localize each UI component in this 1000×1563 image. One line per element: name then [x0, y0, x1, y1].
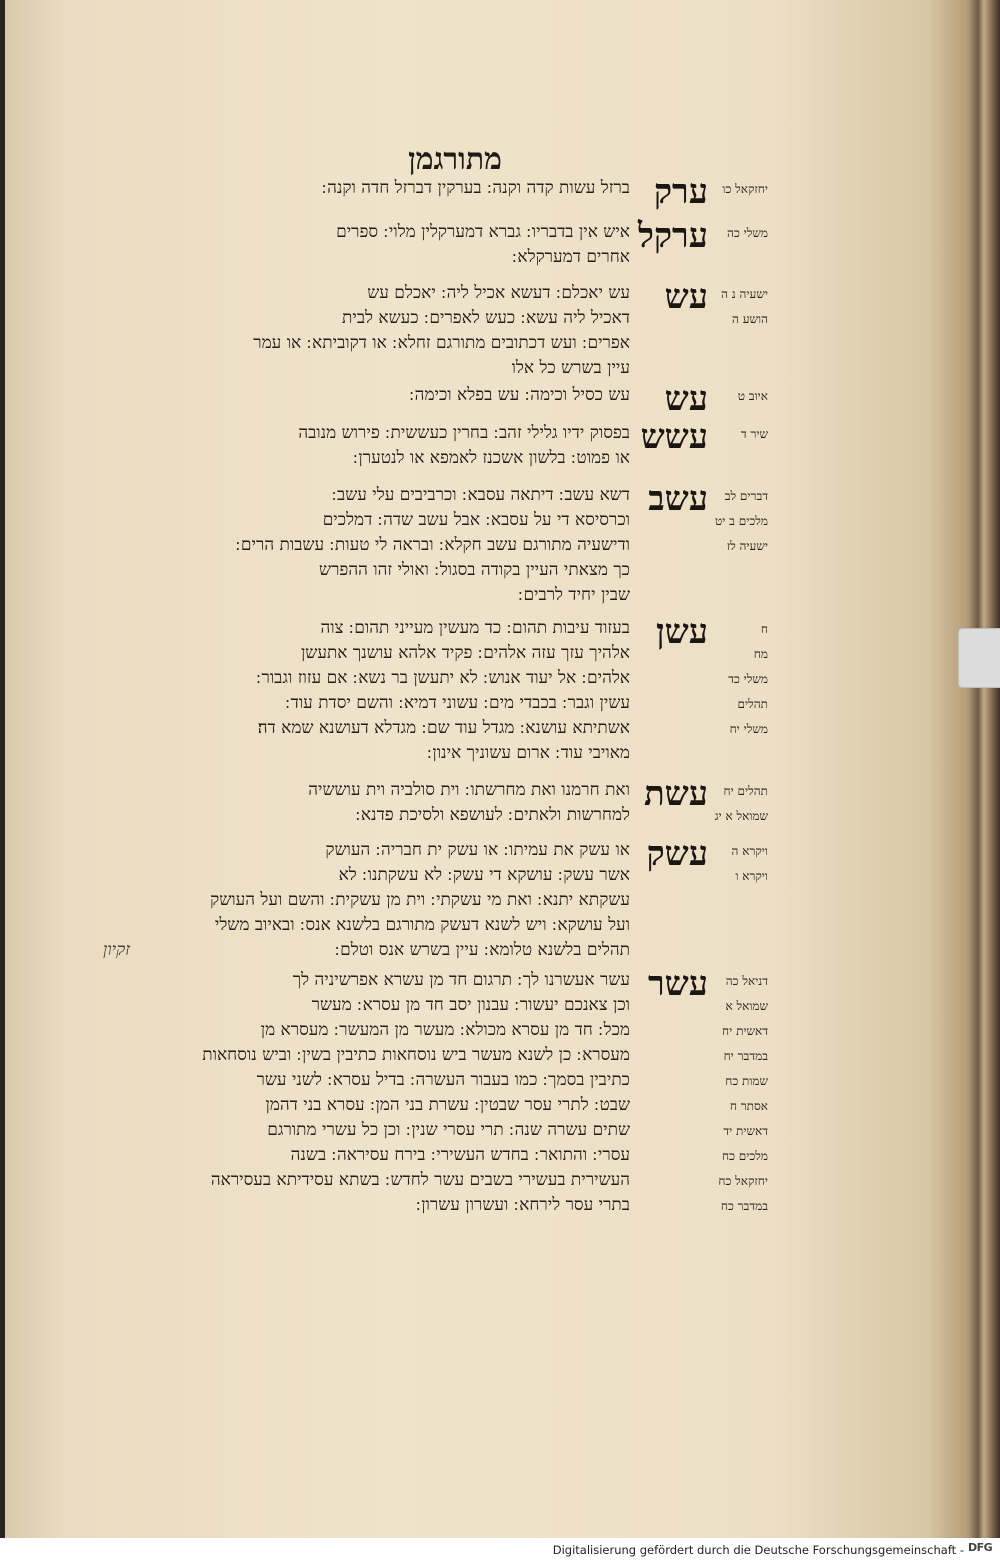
- margin-reference: שמואל א יג: [714, 809, 768, 823]
- entry-line: עשקתא יתנא ׃ ואת מי עשקתי ׃ וית מן עשקית ׃ והשם ועל העושק: [210, 890, 630, 910]
- headword: עש: [664, 277, 708, 317]
- margin-reference: תהלים יח: [723, 784, 768, 798]
- entry-line: כך מצאתי העיין בקודה בסגול ׃ ואולי זהו ההפרש: [319, 560, 630, 580]
- margin-reference: ויקרא ה: [731, 844, 768, 858]
- entry-line: אלהים ׃ אל יעוד אנוש ׃ לא יתעשן בר נשא ׃ אם עזוז וגבור ׃: [256, 668, 630, 688]
- headword: ערקל: [637, 216, 708, 256]
- entry-line: אשתיתא עושנא ׃ מגדל עוד שם ׃ מגדלא דעושנא שמא דה׃: [257, 718, 630, 738]
- handwritten-note: זקיון: [103, 940, 130, 960]
- entry-line: עש יאכלם ׃ דעשא אכיל ליה ׃ יאכלם עש: [367, 283, 630, 303]
- entry-line: בתרי עסר לירחא ׃ ועשרון עשרון ׃: [415, 1195, 630, 1215]
- margin-reference: דאשית יח: [722, 1024, 768, 1038]
- entry-line: וכן צאנכם יעשור ׃ עבנון יסב חד מן עסרא ׃ מעשר: [311, 995, 630, 1015]
- entry-line: תהלים בלשנא טלומא ׃ עיין בשרש אנס וטלם ׃: [334, 940, 630, 960]
- entry-line: שבין יחיד לרבים ׃: [518, 585, 630, 605]
- entry-line: שבט ׃ לתרי עסר שבטין ׃ עשרת בני המן ׃ עסרא בני דהמן: [265, 1095, 630, 1115]
- margin-reference: מלכים כח: [721, 1149, 768, 1163]
- entry-line: עש כסיל וכימה ׃ עש בפלא וכימה ׃: [409, 385, 630, 405]
- entry-line: דשא עשב ׃ דיתאה עסבא ׃ וכרביבים עלי עשב ׃: [331, 485, 630, 505]
- entry-line: עשר אעשרנו לך ׃ תרגום חד מן עשרא אפרשיניה לך: [292, 970, 630, 990]
- margin-reference: הושע ה: [732, 312, 768, 326]
- headword: ערק: [653, 172, 708, 212]
- margin-reference: דברים לב: [724, 489, 768, 503]
- entry-line: אפרים ׃ ועש דכתובים מתורגם זחלא ׃ או דקוביתא ׃ או עמר: [253, 333, 630, 353]
- headword: עשק: [646, 834, 708, 874]
- entry-line: אשר עשק ׃ עושקא די עשק ׃ לא עשקתנו ׃ לא: [338, 865, 630, 885]
- dfg-logo: DFG: [968, 1541, 993, 1554]
- margin-reference: משלי יח: [729, 722, 768, 736]
- margin-reference: מלכים ב יט: [714, 514, 768, 528]
- margin-reference: יחזקאל כו: [722, 182, 768, 196]
- entry-line: עיין בשרש כל אלו: [511, 358, 630, 378]
- margin-reference: ח: [760, 622, 768, 636]
- entry-line: עשין וגבר ׃ בכבדי מים ׃ עשוני דמיא ׃ והשם יסדת עוד ׃: [285, 693, 630, 713]
- book-tab: [958, 628, 1000, 688]
- margin-reference: איוב ט: [737, 389, 768, 403]
- entry-line: וכרסיסא די על עסבא ׃ אבל עשב שדה ׃ דמלכים: [322, 510, 630, 530]
- margin-reference: משלי כה: [727, 226, 768, 240]
- margin-reference: במדבר יח: [723, 1049, 768, 1063]
- margin-reference: שיר ד: [740, 427, 768, 441]
- margin-reference: מח: [753, 647, 768, 661]
- margin-reference: ויקרא ו: [735, 869, 768, 883]
- margin-reference: שמואל א: [725, 999, 768, 1013]
- margin-reference: משלי כד: [728, 672, 768, 686]
- headword: עש: [664, 379, 708, 419]
- entry-line: למחרשות ולאתים ׃ לעושפא ולסיכת פדנא ׃: [355, 805, 630, 825]
- margin-reference: דאשית יד: [723, 1124, 768, 1138]
- entry-line: העשירית בעשירי בשבים עשר לחדש ׃ בשתא עסידיתא בעסיראה: [210, 1170, 630, 1190]
- margin-reference: ישעיה נ ה: [721, 287, 768, 301]
- entry-line: אלהיך עזך עזה אלהים ׃ פקיד אלהא עושנך אתעשן: [300, 643, 630, 663]
- entry-line: או פמוט ׃ בלשון אשכנז לאמפא או לנטערן ׃: [352, 448, 630, 468]
- page-header: מתורגמן: [408, 142, 502, 177]
- entry-line: ועל עושקא ׃ ויש לשנא דעשק מתורגם בלשנא אנס ׃ ובאיוב משלי: [214, 915, 630, 935]
- entry-line: מעסרא ׃ כן לשנא מעשר ביש נוסחאות כתיבין בשין ׃ וביש נוסחאות: [202, 1045, 630, 1065]
- margin-reference: יחזקאל כח: [718, 1174, 768, 1188]
- margin-reference: תהלים: [737, 697, 768, 711]
- footer-bar: [0, 1538, 1000, 1563]
- entry-line: עסרי ׃ והתואר ׃ בחדש העשירי ׃ בירח עסיראה ׃ בשנה: [290, 1145, 630, 1165]
- entry-line: בפסוק ידיו גלילי זהב ׃ בחרין כעששית ׃ פירוש מנובה: [298, 423, 630, 443]
- entry-line: דאכיל ליה עשא ׃ כעש לאפרים ׃ כעשא לבית: [342, 308, 630, 328]
- entry-line: שתים עשרה שנה ׃ תרי עסרי שנין ׃ וכן כל עשרי מתורגם: [267, 1120, 630, 1140]
- headword: עשש: [640, 417, 708, 457]
- entry-line: ואת חרמנו ואת מחרשתו ׃ וית סולביה וית עוששיה: [308, 780, 630, 800]
- margin-reference: שמות כח: [725, 1074, 768, 1088]
- entry-line: כתיבין בסמך ׃ כמו בעבור העשרה ׃ בדיל עסרא ׃ לשני עשר: [256, 1070, 630, 1090]
- entry-line: אחרים דמערקלא ׃: [512, 247, 630, 267]
- entry-line: מכל ׃ חד מן עסרא מכולא ׃ מעשר מן המעשר ׃ מעסרא מן: [260, 1020, 630, 1040]
- entry-line: ודישעיה מתורגם עשב חקלא ׃ ובראה לי טעות ׃ עשבות הרים ׃: [235, 535, 630, 555]
- margin-reference: דניאל כה: [725, 974, 768, 988]
- entry-line: איש אין בדבריו ׃ גברא דמערקלין מלוי ׃ ספרים: [336, 222, 630, 242]
- entry-line: ברזל עשות קדה וקנה ׃ בערקין דברזל חדה וקנה ׃: [321, 178, 630, 198]
- headword: עשת: [643, 774, 708, 814]
- margin-reference: אסתר ח: [729, 1099, 768, 1113]
- headword: עשר: [647, 964, 708, 1004]
- entry-line: בעזוד עיבות תהום ׃ כד מעשין מעייני תהום ׃ צוה: [320, 618, 630, 638]
- margin-reference: במדבר כח: [720, 1199, 768, 1213]
- entry-line: או עשק את עמיתו ׃ או עשק ית חבריה ׃ העושק: [325, 840, 630, 860]
- margin-reference: ישעיה לז: [726, 539, 768, 553]
- entry-line: מאויבי עוד ׃ ארום עשוניך אינון ׃: [426, 743, 630, 763]
- footer-credit: Digitalisierung gefördert durch die Deutsche Forschungsgemeinschaft -: [552, 1543, 964, 1557]
- headword: עשן: [656, 612, 708, 652]
- headword: עשב: [648, 479, 708, 519]
